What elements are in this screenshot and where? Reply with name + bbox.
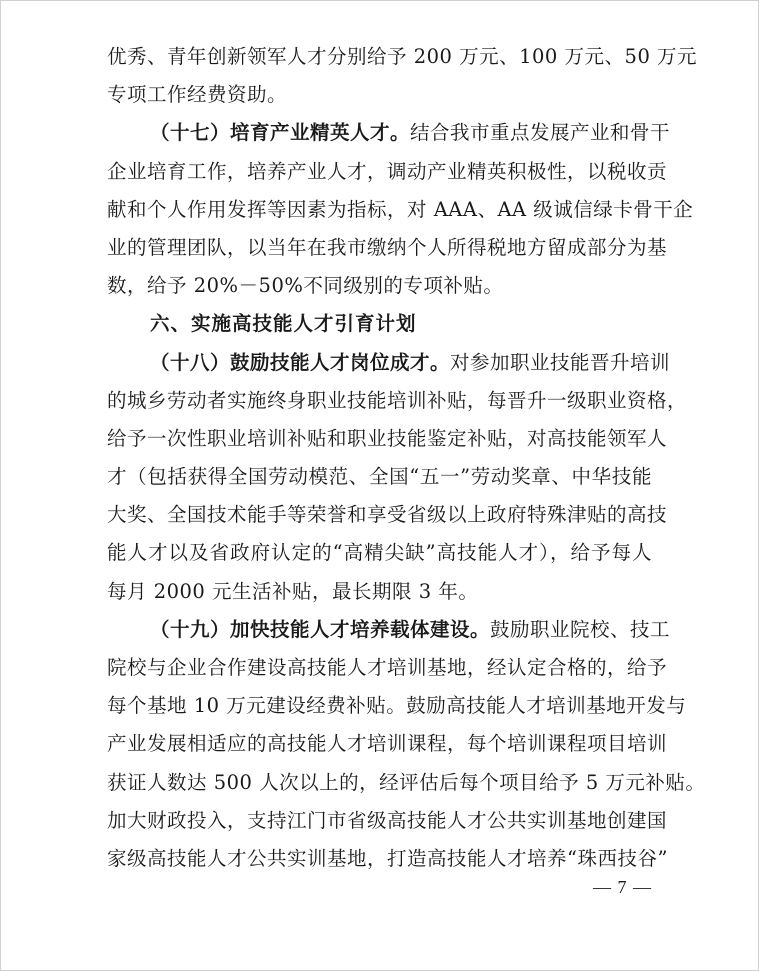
text-line: 获证人数达 500 人次以上的，经评估后每个项目给予 5 万元补贴。 bbox=[107, 770, 706, 794]
text-line: 专项工作经费资助。 bbox=[107, 83, 288, 107]
text-line: 优秀、青年创新领军人才分别给予 200 万元、100 万元、50 万元 bbox=[107, 45, 698, 68]
text-line: 家级高技能人才公共实训基地，打造高技能人才培养“珠西技谷” bbox=[107, 846, 668, 870]
text-line: 院校与企业合作建设高技能人才培训基地，经认定合格的，给予 bbox=[107, 656, 668, 679]
page-number: — 7 — bbox=[593, 877, 652, 897]
paragraph-19-line: （十九）加快技能人才培养载体建设。鼓励职业院校、技工 bbox=[150, 617, 671, 641]
paragraph-lead: （十七）培育产业精英人才。 bbox=[150, 121, 411, 145]
text-line: 加大财政投入，支持江门市省级高技能人才公共实训基地创建国 bbox=[107, 808, 668, 832]
text-line: 数，给予 20%－50%不同级别的专项补贴。 bbox=[107, 274, 504, 298]
text-line: 献和个人作用发挥等因素为指标，对 AAA、AA 级诚信绿卡骨干企 bbox=[107, 197, 694, 221]
paragraph-lead: （十九）加快技能人才培养载体建设。 bbox=[150, 617, 491, 641]
section-heading: 六、实施高技能人才引育计划 bbox=[150, 312, 417, 336]
text-line: 业的管理团队，以当年在我市缴纳个人所得税地方留成部分为基 bbox=[107, 235, 668, 259]
document-body bbox=[107, 38, 706, 878]
text-line: 才（包括获得全国劳动模范、全国“五一”劳动奖章、中华技能 bbox=[107, 465, 652, 489]
text-line: 企业培育工作，培养产业人才，调动产业精英积极性，以税收贡 bbox=[107, 159, 668, 183]
paragraph-lead: （十八）鼓励技能人才岗位成才。 bbox=[150, 350, 451, 374]
text-line: 能人才以及省政府认定的“高精尖缺”高技能人才），给予每人 bbox=[107, 541, 652, 565]
text-line: 每个基地 10 万元建设经费补贴。鼓励高技能人才培训基地开发与 bbox=[107, 694, 687, 718]
paragraph-17-line: （十七）培育产业精英人才。结合我市重点发展产业和骨干 bbox=[150, 121, 671, 145]
paragraph-18-line: （十八）鼓励技能人才岗位成才。对参加职业技能晋升培训 bbox=[150, 350, 671, 374]
text-line: 的城乡劳动者实施终身职业技能培训补贴，每晋升一级职业资格， bbox=[107, 388, 688, 412]
text-line: 产业发展相适应的高技能人才培训课程，每个培训课程项目培训 bbox=[107, 732, 668, 756]
text-line: 给予一次性职业培训补贴和职业技能鉴定补贴，对高技能领军人 bbox=[107, 426, 668, 450]
text-line: 大奖、全国技术能手等荣誉和享受省级以上政府特殊津贴的高技 bbox=[107, 503, 668, 527]
text-line: 每月 2000 元生活补贴，最长期限 3 年。 bbox=[107, 579, 479, 603]
